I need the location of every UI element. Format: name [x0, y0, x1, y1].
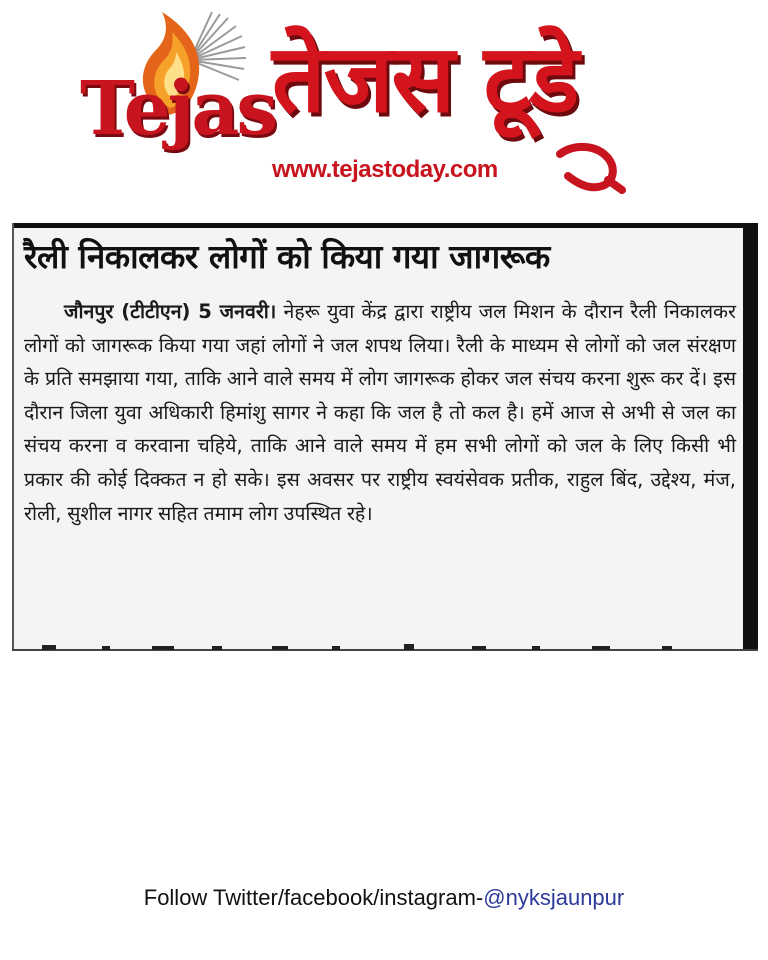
clipping-border: [743, 223, 758, 651]
news-clipping: [12, 223, 758, 651]
brand-latin: Tejas: [80, 66, 276, 152]
social-handle-link[interactable]: @nyksjaunpur: [483, 885, 625, 910]
swoosh-icon: [556, 140, 626, 194]
social-follow-footer: [0, 885, 768, 911]
article-text: नेहरू युवा केंद्र द्वारा राष्ट्रीय जल मिशन के दौरान रैली निकालकर लोगों को जागरूक किया गया जहां लोगों ने जल शपथ लिया। रैली के माध्यम से लोगों को जल संरक्षण के प्रति समझाया गया, ताकि आने वाले समय में लोग जागरूक होकर जल संचय करना शुरू कर दें। इस दौरान जिला युवा अधिकारी हिमांशु सागर ने कहा कि जल है तो कल है। हमें आज से अभी से जल का संचय करना व करवाना चहिये, ताकि आने वाले समय में हम सभी लोगों को जल के लिए किसी भी प्रकार की कोई दिक्कत न हो सके। इस अवसर पर राष्ट्रीय स्वयंसेवक प्रतीक, राहुल बिंद, उद्देश्य, मंज, रोली, सुशील नागर सहित तमाम लोग उपस्थित रहे।: [24, 300, 736, 525]
article-headline: रैली निकालकर लोगों को किया गया जागरूक: [24, 237, 550, 276]
brand-url[interactable]: www.tejastoday.com: [272, 156, 498, 183]
clipping-border: [12, 223, 758, 228]
article-dateline: जौनपुर (टीटीएन) 5 जनवरी।: [64, 300, 277, 323]
clipping-border: [12, 223, 14, 651]
article-body: [24, 295, 736, 530]
brand-hindi: तेजस टूडे: [272, 25, 578, 134]
follow-text: Follow Twitter/facebook/instagram-: [143, 885, 484, 910]
masthead: [0, 0, 768, 200]
cut-off-text-marks: [32, 641, 732, 651]
